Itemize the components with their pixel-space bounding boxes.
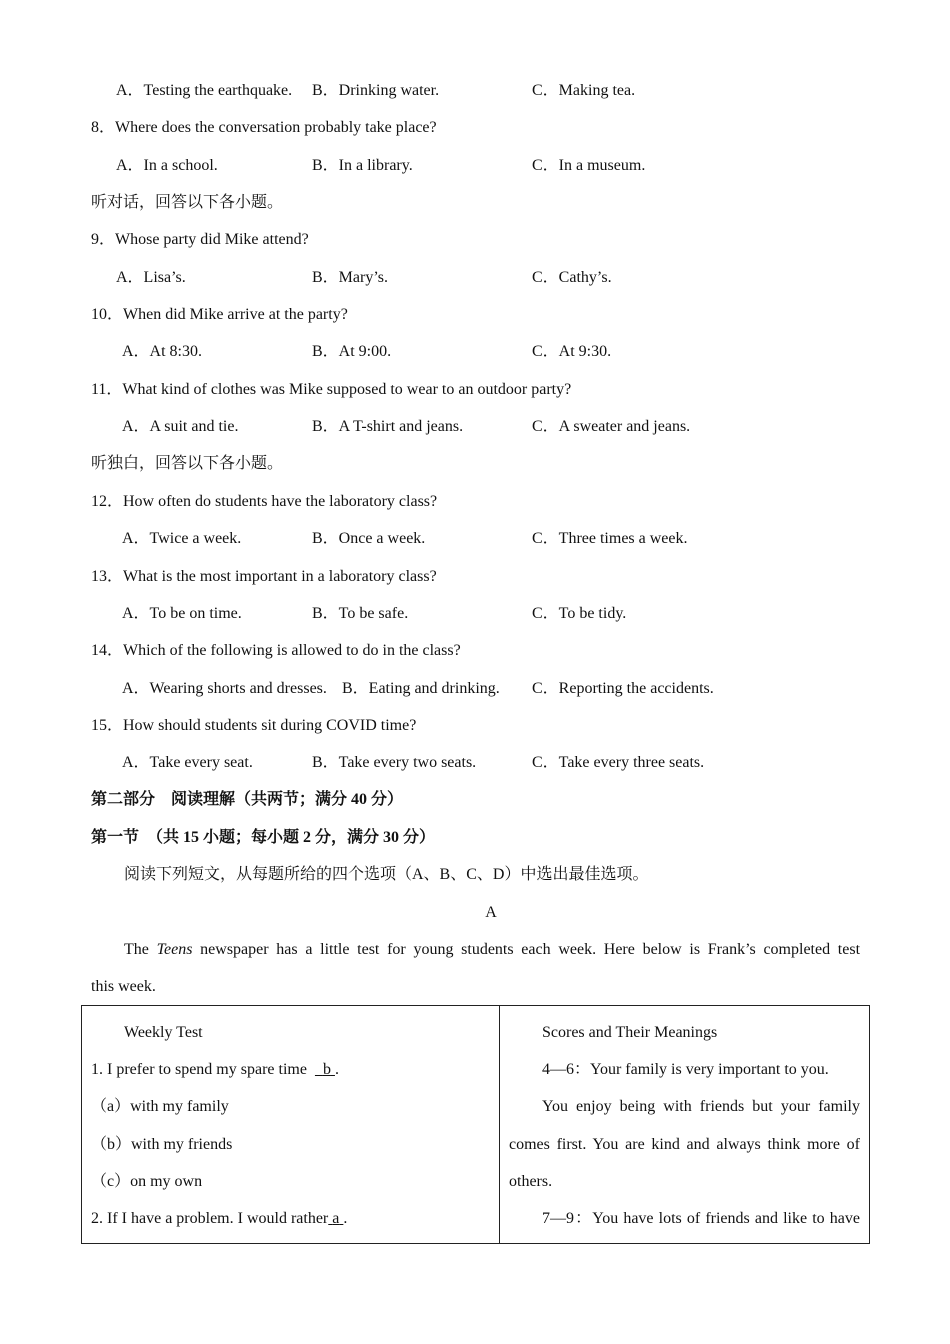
- instruction-dialog: 听对话，回答以下各小题。: [91, 194, 284, 211]
- q15-option-a: A．Take every seat.: [122, 754, 253, 771]
- test-q1-answer: b: [322, 1061, 331, 1078]
- q8-stem: 8．Where does the conversation probably take place?: [91, 119, 437, 136]
- q13-stem: 13．What is the most important in a laboratory class?: [91, 568, 437, 585]
- q12-option-b: B．Once a week.: [312, 530, 426, 547]
- q7-option-b: B．Drinking water.: [312, 82, 440, 99]
- section1-title: 第一节 （共 15 小题；每小题 2 分，满分 30 分）: [91, 829, 436, 846]
- q9-option-a: A．Lisa’s.: [116, 269, 186, 286]
- q11-option-c: C．A sweater and jeans.: [532, 418, 691, 435]
- q9-option-b: B．Mary’s.: [312, 269, 389, 286]
- intro-line-2: this week.: [91, 978, 156, 995]
- scores-title: Scores and Their Meanings: [542, 1024, 718, 1041]
- weekly-test-cell: [82, 1006, 500, 1244]
- part2-title: 第二部分 阅读理解（共两节；满分 40 分）: [91, 791, 404, 808]
- intro-pre: The: [124, 941, 149, 958]
- test-option-b: （b）with my friends: [91, 1136, 233, 1153]
- q10-option-c: C．At 9:30.: [532, 343, 612, 360]
- test-q2: 2. If I have a problem. I would rather a .: [91, 1210, 348, 1227]
- q10-stem: 10．When did Mike arrive at the party?: [91, 306, 348, 323]
- test-q2-text: 2. If I have a problem. I would rather: [91, 1210, 329, 1227]
- q12-stem: 12．How often do students have the laboratory class?: [91, 493, 438, 510]
- q8-option-c: C．In a museum.: [532, 157, 646, 174]
- weekly-test-table: [81, 1005, 870, 1244]
- score-4-6: 4—6：Your family is very important to you.: [542, 1061, 829, 1078]
- q11-option-b: B．A T-shirt and jeans.: [312, 418, 464, 435]
- passage-letter: A: [485, 904, 497, 921]
- test-option-c: （c）on my own: [91, 1173, 203, 1190]
- test-option-a: （a）with my family: [91, 1098, 229, 1115]
- q7-option-a: A．Testing the earthquake.: [116, 82, 293, 99]
- q13-option-c: C．To be tidy.: [532, 605, 627, 622]
- q12-option-a: A．Twice a week.: [122, 530, 242, 547]
- score-4-6-desc-1: You enjoy being with friends but your family: [542, 1098, 860, 1115]
- intro-line-1: [124, 940, 860, 960]
- q15-option-b: B．Take every two seats.: [312, 754, 477, 771]
- q10-option-a: A．At 8:30.: [122, 343, 203, 360]
- q13-option-b: B．To be safe.: [312, 605, 409, 622]
- q15-stem: 15．How should students sit during COVID time?: [91, 717, 417, 734]
- test-q1: 1. I prefer to spend my spare time b .: [91, 1061, 339, 1078]
- q12-option-c: C．Three times a week.: [532, 530, 688, 547]
- instruction-monologue: 听独白，回答以下各小题。: [91, 455, 284, 472]
- q11-option-a: A．A suit and tie.: [122, 418, 239, 435]
- test-q1-text: 1. I prefer to spend my spare time: [91, 1061, 307, 1078]
- q9-stem: 9．Whose party did Mike attend?: [91, 231, 309, 248]
- q10-option-b: B．At 9:00.: [312, 343, 392, 360]
- q14-stem: 14．Which of the following is allowed to do in the class?: [91, 642, 461, 659]
- reading-instruction: 阅读下列短文，从每题所给的四个选项（A、B、C、D）中选出最佳选项。: [124, 866, 649, 883]
- q8-option-b: B．In a library.: [312, 157, 413, 174]
- weekly-test-title: Weekly Test: [124, 1024, 203, 1041]
- q11-stem: 11．What kind of clothes was Mike supposed to wear to an outdoor party?: [91, 381, 572, 398]
- scores-cell: [500, 1006, 870, 1244]
- q14-option-b: B．Eating and drinking.: [342, 680, 500, 697]
- test-q2-answer: a: [332, 1210, 340, 1227]
- q13-option-a: A．To be on time.: [122, 605, 242, 622]
- q9-option-c: C．Cathy’s.: [532, 269, 612, 286]
- score-7-9: 7—9：You have lots of friends and like to have: [542, 1210, 860, 1227]
- q14-option-c: C．Reporting the accidents.: [532, 680, 714, 697]
- score-4-6-desc-3: others.: [509, 1173, 553, 1190]
- intro-newspaper-name: Teens: [156, 941, 193, 958]
- q15-option-c: C．Take every three seats.: [532, 754, 705, 771]
- score-4-6-desc-2: comes first. You are kind and always think more of: [509, 1136, 860, 1153]
- intro-rest: newspaper has a little test for young students each week. Here below is Frank’s completed test: [200, 941, 861, 958]
- q7-option-c: C．Making tea.: [532, 82, 636, 99]
- q8-option-a: A．In a school.: [116, 157, 218, 174]
- q14-option-a: A．Wearing shorts and dresses.: [122, 680, 327, 697]
